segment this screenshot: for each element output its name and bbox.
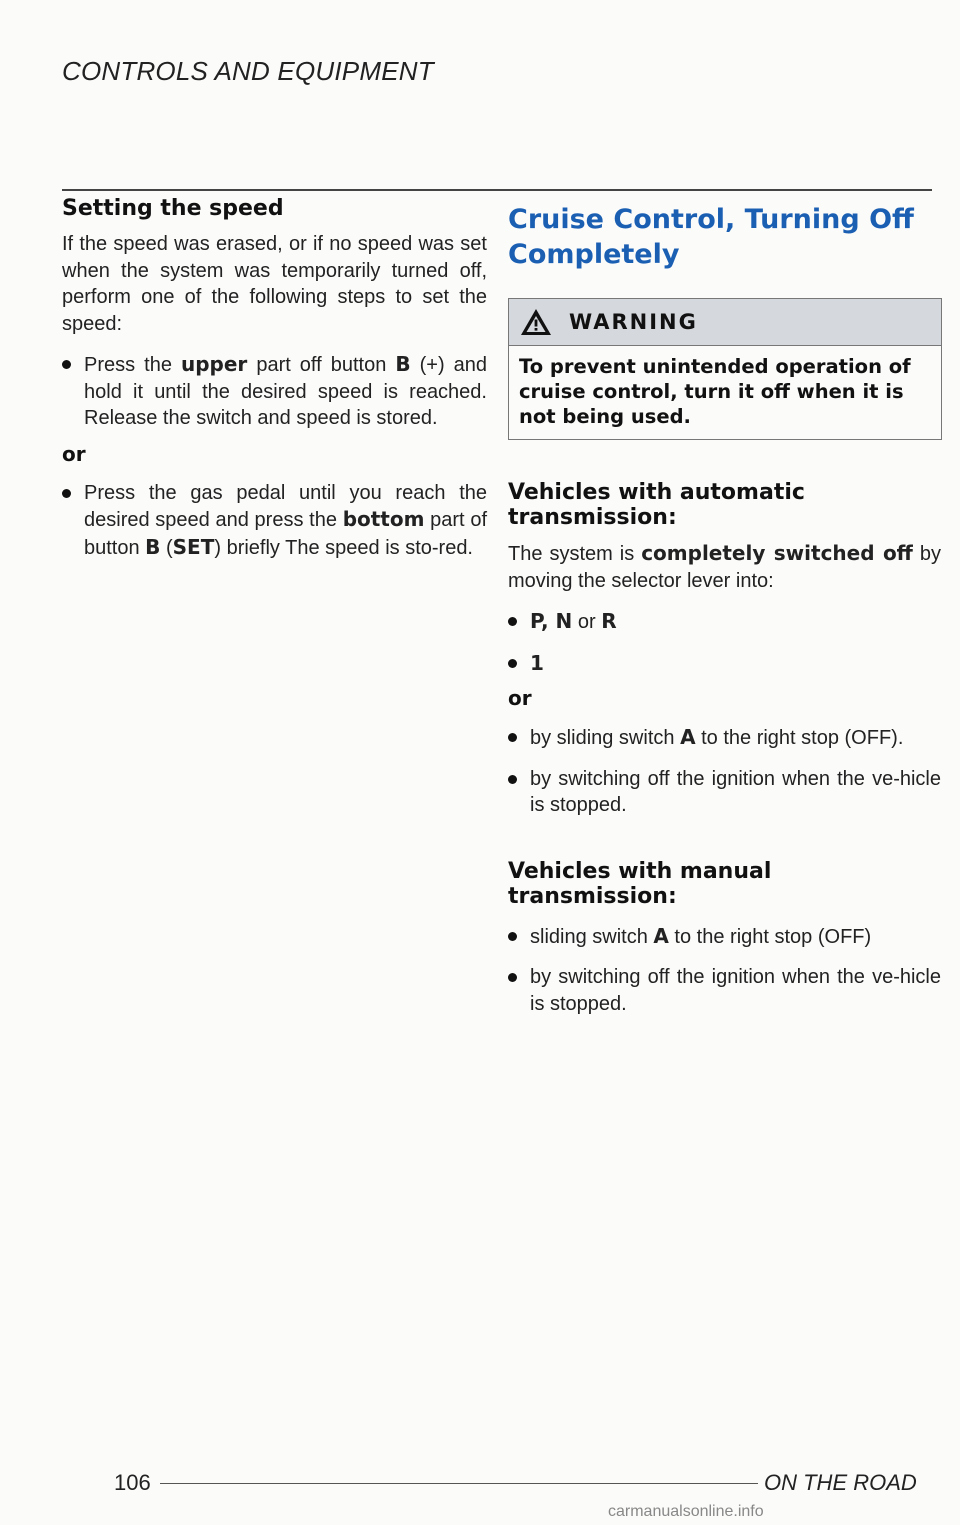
page-number: 106 bbox=[114, 1470, 151, 1495]
left-column bbox=[62, 196, 487, 561]
manual-switch-step: sliding switch A to the right stop (OFF) bbox=[530, 923, 872, 948]
list-item bbox=[508, 724, 941, 752]
selector-position-1: 1 bbox=[530, 650, 544, 675]
step-upper-text: Press the upper part off button B (+) and hold it until the desired speed is reached. Release the switch and speed is stored. bbox=[84, 352, 488, 429]
automatic-intro: The system is completely switched off by moving the selector lever into: bbox=[508, 541, 941, 592]
list-item bbox=[508, 650, 941, 677]
header-divider bbox=[62, 189, 932, 191]
manual-ignition-step: by switching off the ignition when the ve-hicle is stopped. bbox=[530, 966, 941, 1015]
or-separator: or bbox=[508, 686, 532, 710]
warning-header bbox=[509, 299, 941, 346]
bullet-icon bbox=[508, 973, 517, 982]
or-separator: or bbox=[62, 441, 86, 466]
footer-section: ON THE ROAD bbox=[764, 1470, 917, 1495]
watermark: carmanualsonline.info bbox=[608, 1503, 764, 1520]
manual-heading: Vehicles with manual transmission: bbox=[508, 858, 772, 909]
right-column bbox=[508, 196, 941, 1017]
setting-speed-heading: Setting the speed bbox=[62, 196, 284, 221]
ignition-off-step: by switching off the ignition when the ve-hicle is stopped. bbox=[530, 767, 941, 816]
bullet-icon bbox=[62, 360, 71, 369]
bullet-icon bbox=[508, 775, 517, 784]
list-item bbox=[508, 923, 941, 951]
list-item bbox=[508, 608, 941, 636]
bullet-icon bbox=[508, 617, 517, 626]
footer-divider bbox=[160, 1483, 758, 1484]
running-header: CONTROLS AND EQUIPMENT bbox=[62, 56, 434, 86]
automatic-heading: Vehicles with automatic transmission: bbox=[508, 480, 805, 530]
list-item bbox=[62, 351, 487, 432]
warning-box bbox=[508, 298, 942, 440]
bullet-icon bbox=[508, 733, 517, 742]
setting-speed-intro: If the speed was erased, or if no speed was set when the system was temporarily turned off, perform one of the following steps to set the speed: bbox=[62, 233, 487, 335]
section-title: Cruise Control, Turning Off Completely bbox=[508, 204, 914, 270]
step-bottom-text: Press the gas pedal until you reach the desired speed and press the bottom part of button B (SET) briefly The speed is sto-red. bbox=[84, 481, 487, 559]
list-item bbox=[508, 766, 941, 819]
warning-triangle-icon bbox=[519, 307, 553, 337]
warning-label: WARNING bbox=[569, 310, 698, 334]
bullet-icon bbox=[62, 489, 71, 498]
selector-positions: P, N or R bbox=[530, 609, 617, 633]
warning-text: To prevent unintended operation of cruise control, turn it off when it is not being used. bbox=[519, 355, 911, 428]
switch-off-step: by sliding switch A to the right stop (OFF). bbox=[530, 725, 904, 749]
list-item bbox=[508, 964, 941, 1017]
bullet-icon bbox=[508, 932, 517, 941]
list-item bbox=[62, 480, 487, 562]
bullet-icon bbox=[508, 659, 517, 668]
